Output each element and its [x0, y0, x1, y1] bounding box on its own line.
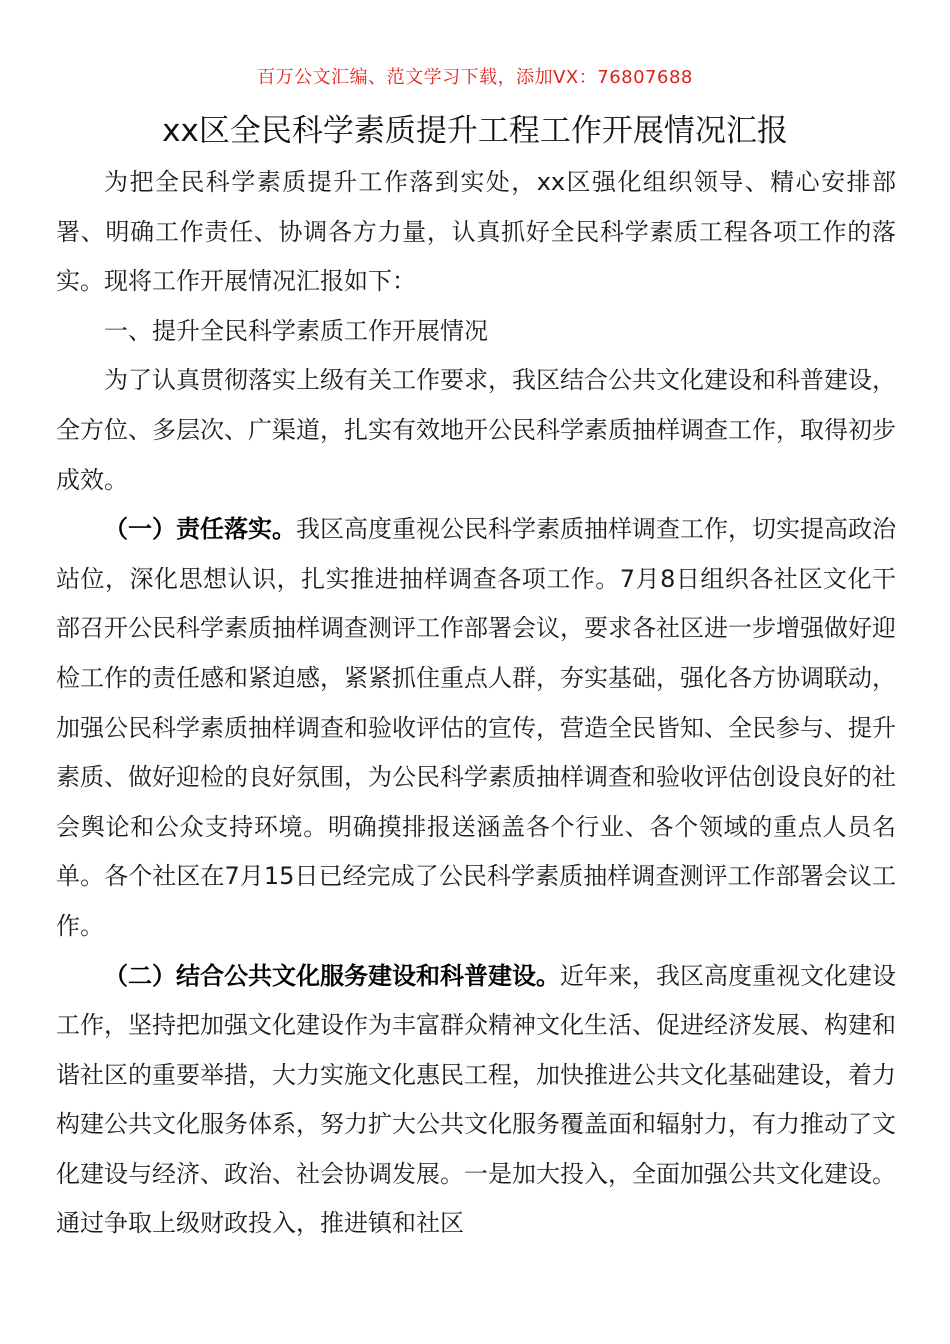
document-body — [56, 158, 896, 1249]
item-2-lead: （二）结合公共文化服务建设和科普建设。 — [104, 961, 560, 990]
item-1-lead: （一）责任落实。 — [104, 515, 296, 544]
item-2-paragraph — [56, 952, 896, 1250]
intro-paragraph: 为把全民科学素质提升工作落到实处，xx区强化组织领导、精心安排部署、明确工作责任、协调各方力量，认真抓好全民科学素质工程各项工作的落实。现将工作开展情况汇报如下： — [56, 168, 896, 296]
item-2-body: 近年来，我区高度重视文化建设工作，坚持把加强文化建设作为丰富群众精神文化生活、促进经济发展、构建和谐社区的重要举措，大力实施文化惠民工程，加快推进公共文化基础建设，着力构建公共文化服务体系，努力扩大公共文化服务覆盖面和辐射力，有力推动了文化建设与经济、政治、社会协调发展。一是加大投入，全面加强公共文化建设。通过争取上级财政投入，推进镇和社区 — [56, 961, 896, 1238]
page-title: xx区全民科学素质提升工程工作开展情况汇报 — [162, 113, 788, 149]
section-paragraph: 为了认真贯彻落实上级有关工作要求，我区结合公共文化建设和科普建设，全方位、多层次、广渠道，扎实有效地开公民科学素质抽样调查工作，取得初步成效。 — [56, 366, 896, 494]
item-1-paragraph — [56, 505, 896, 951]
item-1-body: 我区高度重视公民科学素质抽样调查工作，切实提高政治站位，深化思想认识，扎实推进抽样调查各项工作。7月8日组织各社区文化干部召开公民科学素质抽样调查测评工作部署会议，要求各社区进一步增强做好迎检工作的责任感和紧迫感，紧紧抓住重点人群，夯实基础，强化各方协调联动，加强公民科学素质抽样调查和验收评估的宣传，营造全民皆知、全民参与、提升素质、做好迎检的良好氛围，为公民科学素质抽样调查和验收评估创设良好的社会舆论和公众支持环境。明确摸排报送涵盖各个行业、各个领域的重点人员名单。各个社区在7月15日已经完成了公民科学素质抽样调查测评工作部署会议工作。 — [56, 515, 896, 940]
header-note: 百万公文汇编、范文学习下载，添加VX：76807688 — [257, 67, 693, 88]
section-heading: 一、提升全民科学素质工作开展情况 — [104, 316, 488, 345]
